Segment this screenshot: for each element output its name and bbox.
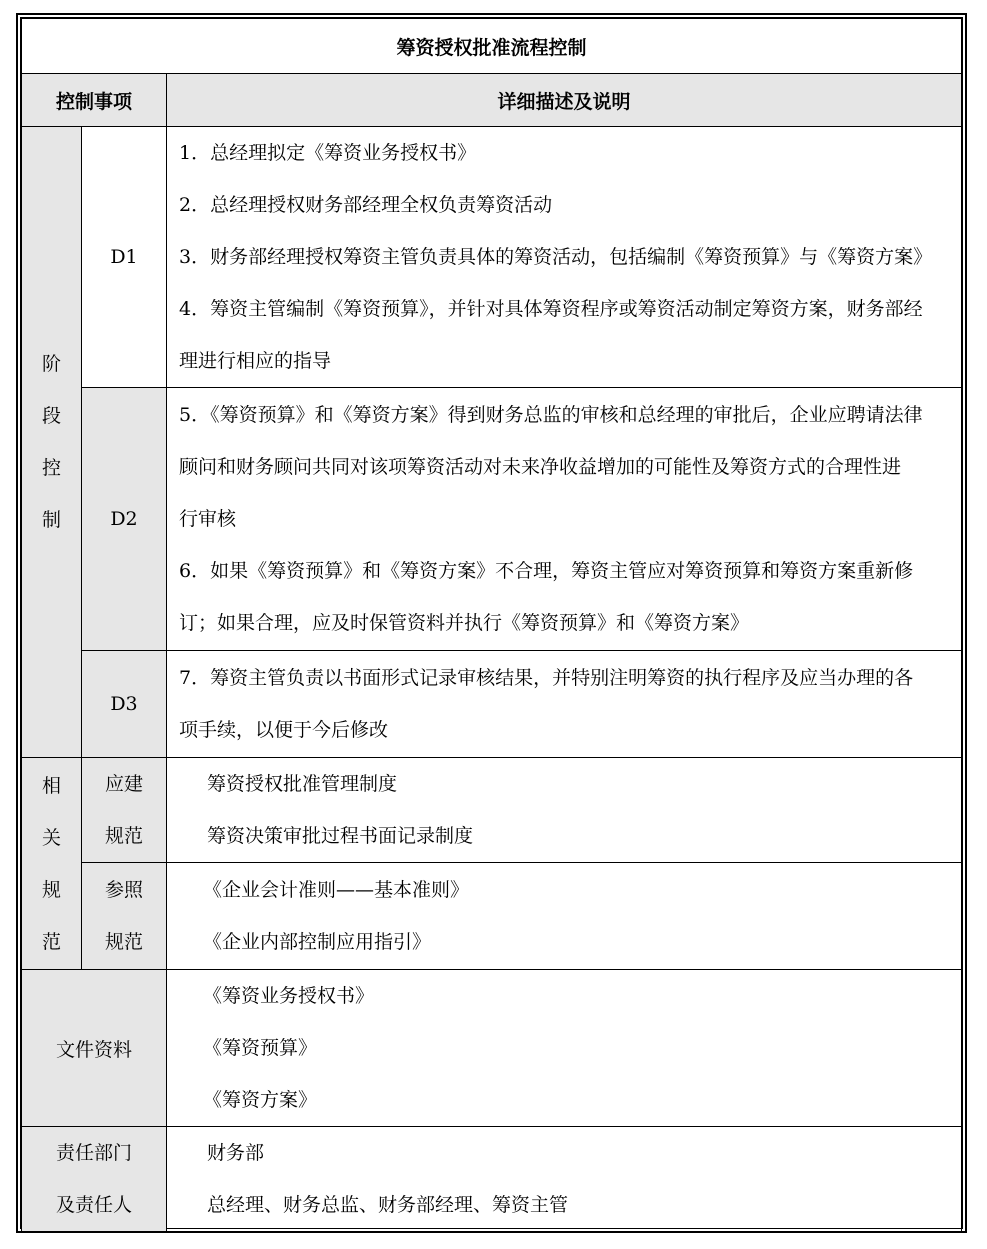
related-norms-char: 相 — [41, 774, 61, 797]
label-line: 及责任人 — [55, 1194, 132, 1216]
norm-item: 《企业内部控制应用指引》 — [203, 931, 432, 953]
related-norms-char: 范 — [41, 930, 61, 953]
reference-norms-list — [167, 863, 962, 970]
description-line: 5．《筹资预算》和《筹资方案》得到财务总监的审核和总经理的审批后，企业应聘请法律 — [179, 404, 923, 426]
label-line: 责任部门 — [55, 1142, 132, 1164]
description-line: 7．筹资主管负责以书面形式记录审核结果，并特别注明筹资的执行程序及应当办理的各 — [179, 667, 914, 689]
related-norms-label — [22, 758, 82, 970]
description-line: 2．总经理授权财务部经理全权负责筹资活动 — [179, 194, 553, 216]
label-line: 规范 — [104, 825, 143, 847]
description-line: 理进行相应的指导 — [179, 350, 332, 372]
norm-item: 《企业会计准则——基本准则》 — [203, 879, 470, 901]
responsibility-item: 财务部 — [207, 1142, 265, 1164]
table-title: 筹资授权批准流程控制 — [22, 19, 962, 74]
description-line: 6．如果《筹资预算》和《筹资方案》不合理，筹资主管应对筹资预算和筹资方案重新修 — [179, 560, 914, 582]
description-line: 项手续，以便于今后修改 — [179, 719, 389, 741]
stage-d1-description — [167, 127, 962, 388]
norm-item: 筹资决策审批过程书面记录制度 — [207, 825, 474, 847]
document-item: 《筹资方案》 — [203, 1089, 318, 1111]
description-line: 行审核 — [179, 508, 237, 530]
responsibility-list — [167, 1127, 962, 1232]
description-line: 顾问和财务顾问共同对该项筹资活动对未来净收益增加的可能性及筹资方式的合理性进 — [179, 456, 902, 478]
related-norms-char: 关 — [41, 826, 61, 849]
documents-label: 文件资料 — [22, 970, 167, 1127]
stage-control-char: 段 — [41, 405, 61, 427]
stage-control-label — [22, 127, 82, 758]
stage-control-char: 制 — [41, 509, 61, 531]
related-norms-char: 规 — [41, 878, 61, 901]
responsibility-label — [22, 1127, 167, 1232]
stage-d2-description — [167, 388, 962, 651]
document-frame — [16, 13, 967, 1233]
description-line: 1．总经理拟定《筹资业务授权书》 — [179, 142, 477, 164]
responsibility-item: 总经理、财务总监、财务部经理、筹资主管 — [207, 1194, 569, 1216]
label-line: 规范 — [104, 931, 143, 953]
label-line: 参照 — [104, 879, 143, 901]
header-control-item: 控制事项 — [22, 74, 167, 127]
document-item: 《筹资业务授权书》 — [203, 985, 375, 1007]
stage-control-char: 控 — [41, 457, 61, 479]
should-build-norms-list — [167, 758, 962, 863]
reference-norms-label — [82, 863, 167, 970]
label-line: 应建 — [104, 773, 143, 795]
control-table — [21, 18, 962, 1232]
stage-code-d2: D2 — [82, 388, 167, 651]
stage-code-d1: D1 — [82, 127, 167, 388]
stage-control-char: 阶 — [41, 353, 61, 375]
should-build-norms-label — [82, 758, 167, 863]
document-frame-inner — [20, 17, 963, 1229]
document-item: 《筹资预算》 — [203, 1037, 318, 1059]
norm-item: 筹资授权批准管理制度 — [207, 773, 398, 795]
stage-d3-description — [167, 651, 962, 758]
documents-list — [167, 970, 962, 1127]
header-description: 详细描述及说明 — [167, 74, 962, 127]
description-line: 3．财务部经理授权筹资主管负责具体的筹资活动，包括编制《筹资预算》与《筹资方案》 — [179, 246, 933, 268]
description-line: 4．筹资主管编制《筹资预算》，并针对具体筹资程序或筹资活动制定筹资方案，财务部经 — [179, 298, 923, 320]
description-line: 订；如果合理，应及时保管资料并执行《筹资预算》和《筹资方案》 — [179, 612, 750, 634]
stage-code-d3: D3 — [82, 651, 167, 758]
